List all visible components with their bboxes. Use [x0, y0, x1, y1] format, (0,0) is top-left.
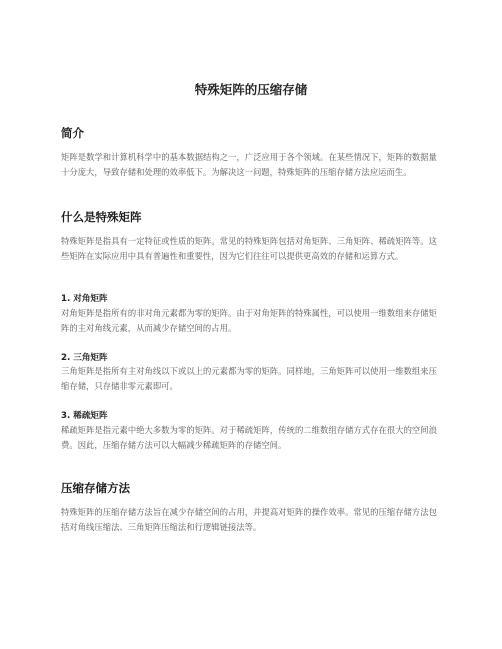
section-heading-what-is-special-matrix: 什么是特殊矩阵	[61, 210, 142, 224]
document-title: 特殊矩阵的压缩存储	[194, 82, 308, 97]
section-heading-intro: 简介	[61, 126, 84, 140]
section-paragraph-what-is-special-matrix: 特殊矩阵是指具有一定特征或性质的矩阵。常见的特殊矩阵包括对角矩阵、三角矩阵、稀疏矩阵等。这些矩阵在实际应用中具有普遍性和重要性，因为它们往往可以提供更高效的存储和运算方式。	[61, 236, 437, 261]
section-paragraph-compression-methods: 特殊矩阵的压缩存储方法旨在减少存储空间的占用，并提高对矩阵的操作效率。常见的压缩存储方法包括对角线压缩法、三角矩阵压缩法和行逻辑链接法等。	[61, 507, 437, 532]
section-paragraph-intro: 矩阵是数学和计算机科学中的基本数据结构之一，广泛应用于各个领域。在某些情况下，矩阵的数据量十分庞大，导致存储和处理的效率低下。为解决这一问题，特殊矩阵的压缩存储方法应运而生。	[61, 152, 437, 177]
subsection-heading-triangular-matrix: 2. 三角矩阵	[61, 353, 108, 363]
subsection-heading-diagonal-matrix: 1. 对角矩阵	[61, 294, 108, 304]
subsection-paragraph-triangular-matrix: 三角矩阵是指所有主对角线以下或以上的元素都为零的矩阵。同样地，三角矩阵可以使用一维数组来压缩存储，只存储非零元素即可。	[61, 366, 437, 391]
subsection-paragraph-diagonal-matrix: 对角矩阵是指所有的非对角元素都为零的矩阵。由于对角矩阵的特殊属性，可以使用一维数组来存储矩阵的主对角线元素，从而减少存储空间的占用。	[61, 308, 437, 333]
section-heading-compression-methods: 压缩存储方法	[61, 481, 130, 495]
subsection-heading-sparse-matrix: 3. 稀疏矩阵	[61, 411, 108, 421]
subsection-paragraph-sparse-matrix: 稀疏矩阵是指元素中绝大多数为零的矩阵。对于稀疏矩阵，传统的二维数组存储方式存在很大的空间浪费。因此，压缩存储方法可以大幅减少稀疏矩阵的存储空间。	[61, 425, 437, 450]
